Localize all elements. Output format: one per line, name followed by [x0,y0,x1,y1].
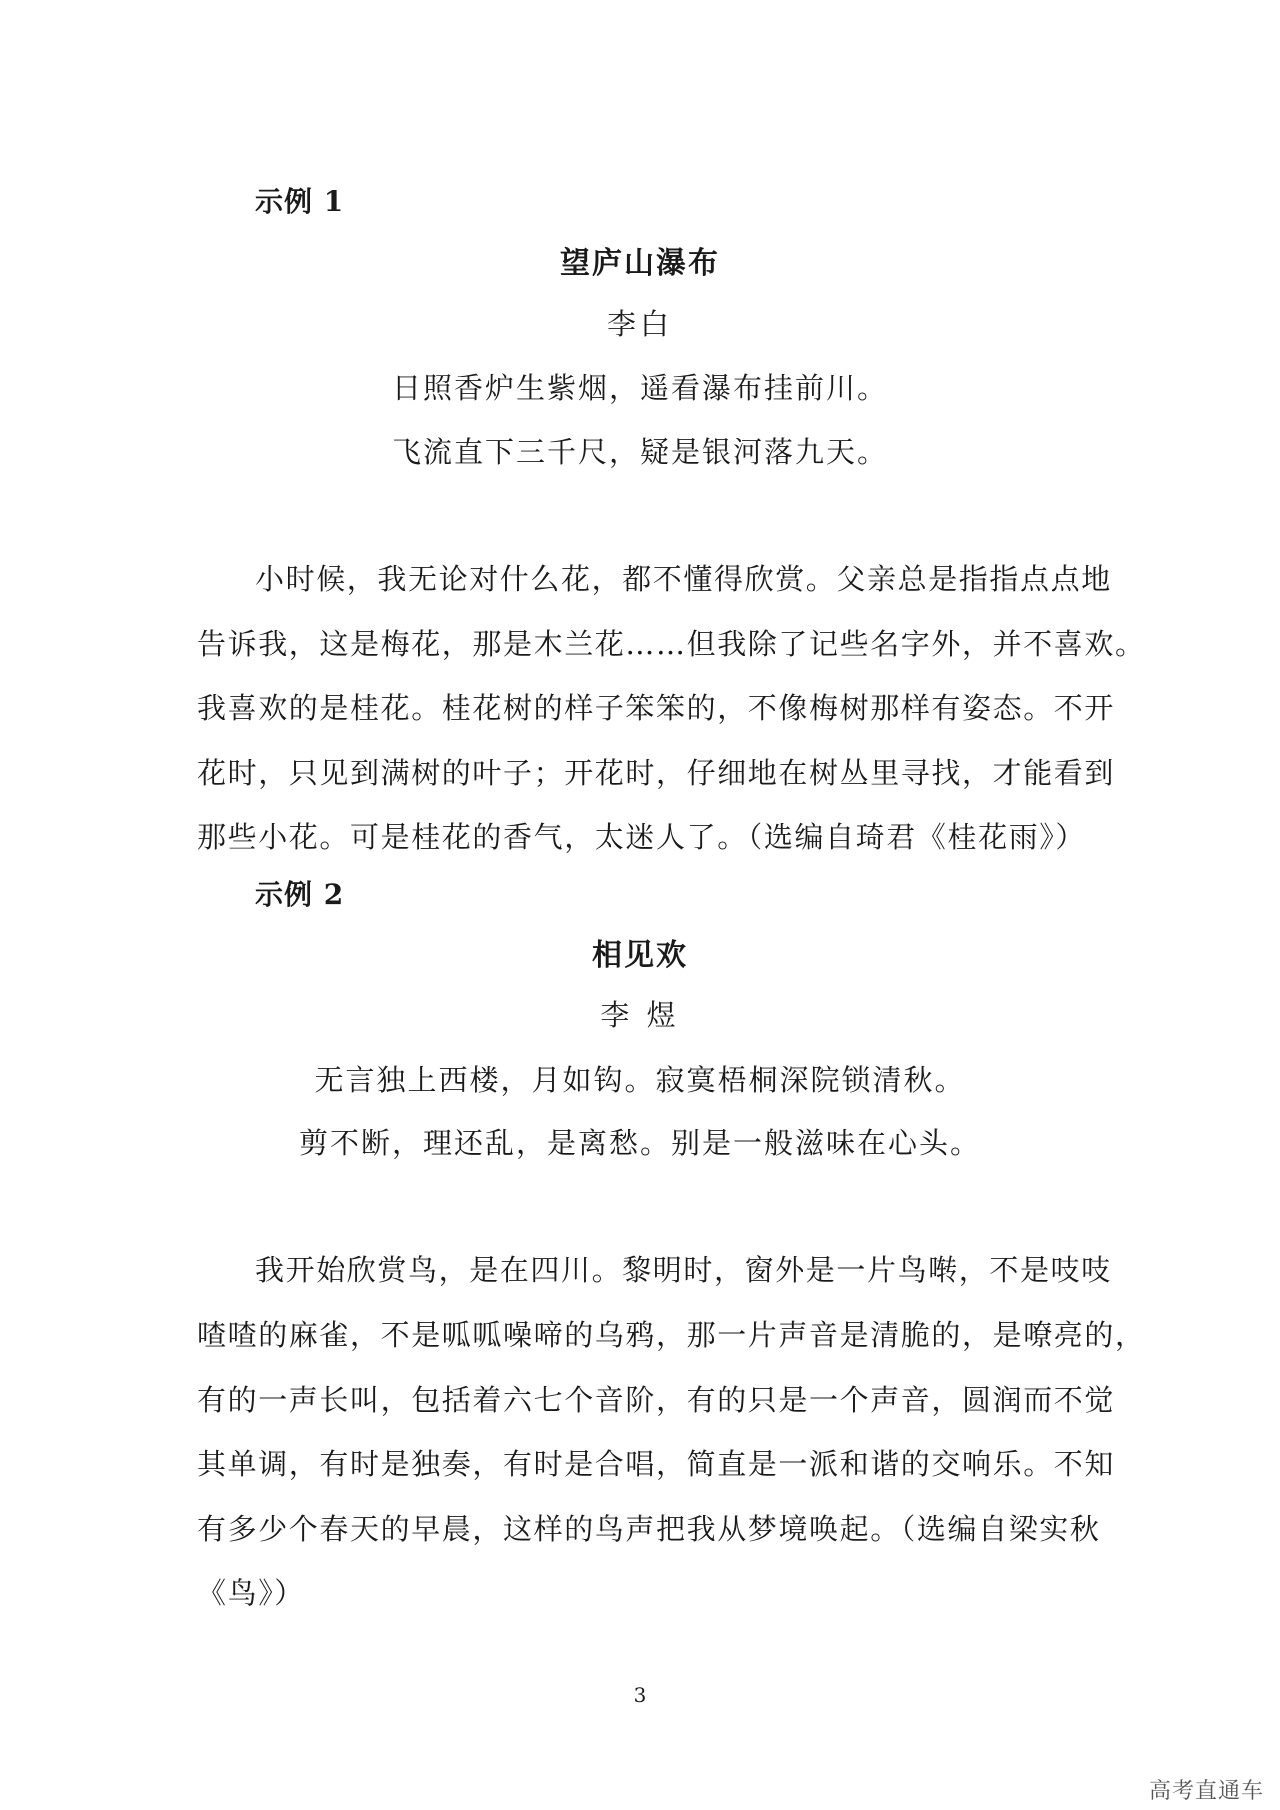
poem-2-line: 剪不断，理还乱，是离愁。别是一般滋味在心头。 [298,1126,981,1160]
poem-1-title: 望庐山瀑布 [560,246,720,281]
prose-1-line: 那些小花。可是桂花的香气，太迷人了。（选编自琦君《桂花雨》） [197,820,1087,854]
example-2-label: 示例 2 [255,878,345,911]
prose-2-line: 我开始欣赏鸟，是在四川。黎明时，窗外是一片鸟啭，不是吱吱 [255,1253,1112,1287]
poem-2-author: 李 煜 [600,998,680,1032]
prose-2-line: 《鸟》） [197,1576,305,1610]
poem-2-line: 无言独上西楼，月如钩。寂寞梧桐深院锁清秋。 [314,1063,966,1097]
prose-1-line: 小时候，我无论对什么花，都不懂得欣赏。父亲总是指指点点地 [255,562,1112,596]
poem-1-author: 李白 [606,307,673,341]
example-1-label: 示例 1 [255,185,345,218]
prose-2-line: 喳喳的麻雀，不是呱呱噪啼的乌鸦，那一片声音是清脆的，是嘹亮的， [197,1318,1146,1352]
poem-1-line: 飞流直下三千尺，疑是银河落九天。 [391,435,888,469]
poem-1-line: 日照香炉生紫烟，遥看瀑布挂前川。 [391,371,888,405]
prose-1-line: 花时，只见到满树的叶子；开花时，仔细地在树丛里寻找，才能看到 [197,756,1116,790]
prose-2-line: 其单调，有时是独奏，有时是合唱，简直是一派和谐的交响乐。不知 [197,1447,1116,1481]
prose-2-line: 有的一声长叫，包括着六七个音阶，有的只是一个声音，圆润而不觉 [197,1383,1116,1417]
watermark: 高考直通车 [1148,1779,1264,1804]
poem-2-title: 相见欢 [592,938,688,973]
page-number: 3 [633,1683,647,1707]
prose-1-line: 告诉我，这是梅花，那是木兰花……但我除了记些名字外，并不喜欢。 [197,627,1146,661]
prose-2-line: 有多少个春天的早晨，这样的鸟声把我从梦境唤起。（选编自梁实秋 [197,1512,1101,1546]
prose-1-line: 我喜欢的是桂花。桂花树的样子笨笨的，不像梅树那样有姿态。不开 [197,691,1116,725]
